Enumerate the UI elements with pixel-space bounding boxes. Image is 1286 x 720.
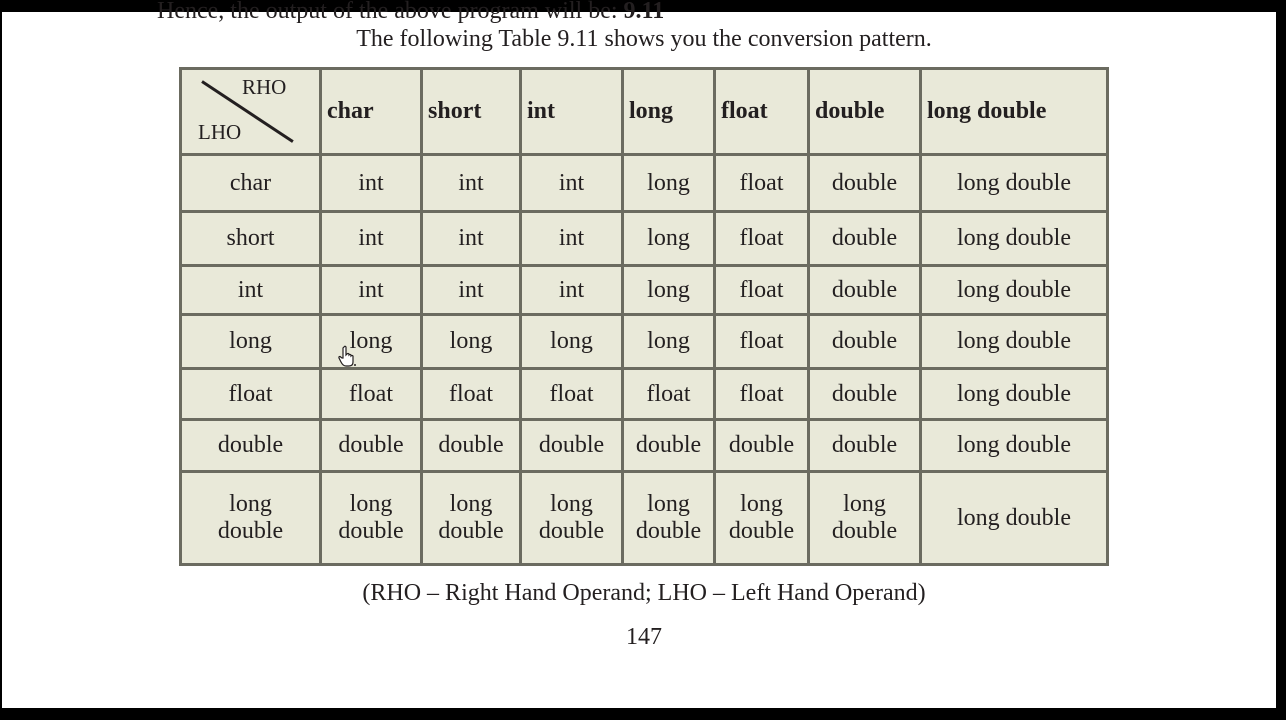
table-row <box>181 472 1108 565</box>
table-cell: long <box>321 315 422 369</box>
table-cell: double <box>623 420 715 472</box>
table-cell: double <box>809 420 921 472</box>
document-page <box>2 0 1276 708</box>
table-cell: float <box>422 369 521 420</box>
table-body <box>181 69 1108 565</box>
table-cell: long double <box>921 155 1108 212</box>
table-cell: float <box>715 266 809 315</box>
column-header-double: double <box>809 69 921 155</box>
table-cell: double <box>521 420 623 472</box>
table-cell: double <box>715 420 809 472</box>
column-header-short: short <box>422 69 521 155</box>
table-cell: long double <box>921 315 1108 369</box>
table-cell: int <box>422 266 521 315</box>
table-cell: long <box>422 315 521 369</box>
table-cell: float <box>521 369 623 420</box>
table-cell: long double <box>715 472 809 565</box>
column-header-float: float <box>715 69 809 155</box>
table-cell: int <box>321 212 422 266</box>
table-cell: long double <box>921 212 1108 266</box>
table-cell: double <box>321 420 422 472</box>
row-header-short: short <box>181 212 321 266</box>
row-header-int: int <box>181 266 321 315</box>
table-cell: float <box>321 369 422 420</box>
table-cell: double <box>809 212 921 266</box>
table-row <box>181 420 1108 472</box>
row-header-double: double <box>181 420 321 472</box>
table-cell: double <box>809 369 921 420</box>
table-intro-text: The following Table 9.11 shows you the conversion pattern. <box>356 26 932 52</box>
row-header-long: long <box>181 315 321 369</box>
corner-cell <box>181 69 321 155</box>
table-cell: long <box>623 266 715 315</box>
previous-text: Hence, the output of the above program will be: <box>157 0 624 24</box>
table-row <box>181 155 1108 212</box>
table-caption: (RHO – Right Hand Operand; LHO – Left Hand Operand) <box>362 580 926 606</box>
hand-pointer-icon <box>338 345 356 367</box>
conversion-table-wrapper <box>179 67 1109 566</box>
lho-label: LHO <box>198 120 242 144</box>
table-cell: long <box>623 212 715 266</box>
column-header-int: int <box>521 69 623 155</box>
table-cell: long double <box>921 420 1108 472</box>
table-cell: int <box>521 212 623 266</box>
table-cell: long double <box>422 472 521 565</box>
table-cell: int <box>422 155 521 212</box>
table-cell: float <box>715 369 809 420</box>
table-cell: float <box>715 315 809 369</box>
row-header-long-double: long double <box>181 472 321 565</box>
table-row <box>181 369 1108 420</box>
table-cell: int <box>422 212 521 266</box>
table-cell: double <box>809 155 921 212</box>
table-cell: long <box>521 315 623 369</box>
row-header-float: float <box>181 369 321 420</box>
table-cell: long double <box>921 472 1108 565</box>
table-cell: float <box>715 155 809 212</box>
table-cell: int <box>321 266 422 315</box>
table-cell: double <box>809 315 921 369</box>
table-header-row <box>181 69 1108 155</box>
table-cell: long <box>623 315 715 369</box>
table-cell: int <box>521 155 623 212</box>
table-cell: long double <box>921 369 1108 420</box>
row-header-char: char <box>181 155 321 212</box>
table-cell: long double <box>321 472 422 565</box>
table-row <box>181 212 1108 266</box>
table-cell: long double <box>809 472 921 565</box>
table-cell: long double <box>623 472 715 565</box>
table-cell: float <box>623 369 715 420</box>
table-cell: double <box>809 266 921 315</box>
table-cell: int <box>521 266 623 315</box>
table-cell: int <box>321 155 422 212</box>
column-header-long-double: long double <box>921 69 1108 155</box>
rho-label: RHO <box>242 75 287 99</box>
previous-text-bold: 9.11 <box>623 0 665 24</box>
table-cell: long <box>623 155 715 212</box>
table-cell: long double <box>521 472 623 565</box>
page-number: 147 <box>626 624 662 650</box>
table-row <box>181 266 1108 315</box>
table-cell: double <box>422 420 521 472</box>
column-header-char: char <box>321 69 422 155</box>
table-cell: float <box>715 212 809 266</box>
conversion-table <box>179 67 1109 566</box>
table-cell: long double <box>921 266 1108 315</box>
column-header-long: long <box>623 69 715 155</box>
previous-text-line <box>157 0 664 25</box>
table-row <box>181 315 1108 369</box>
